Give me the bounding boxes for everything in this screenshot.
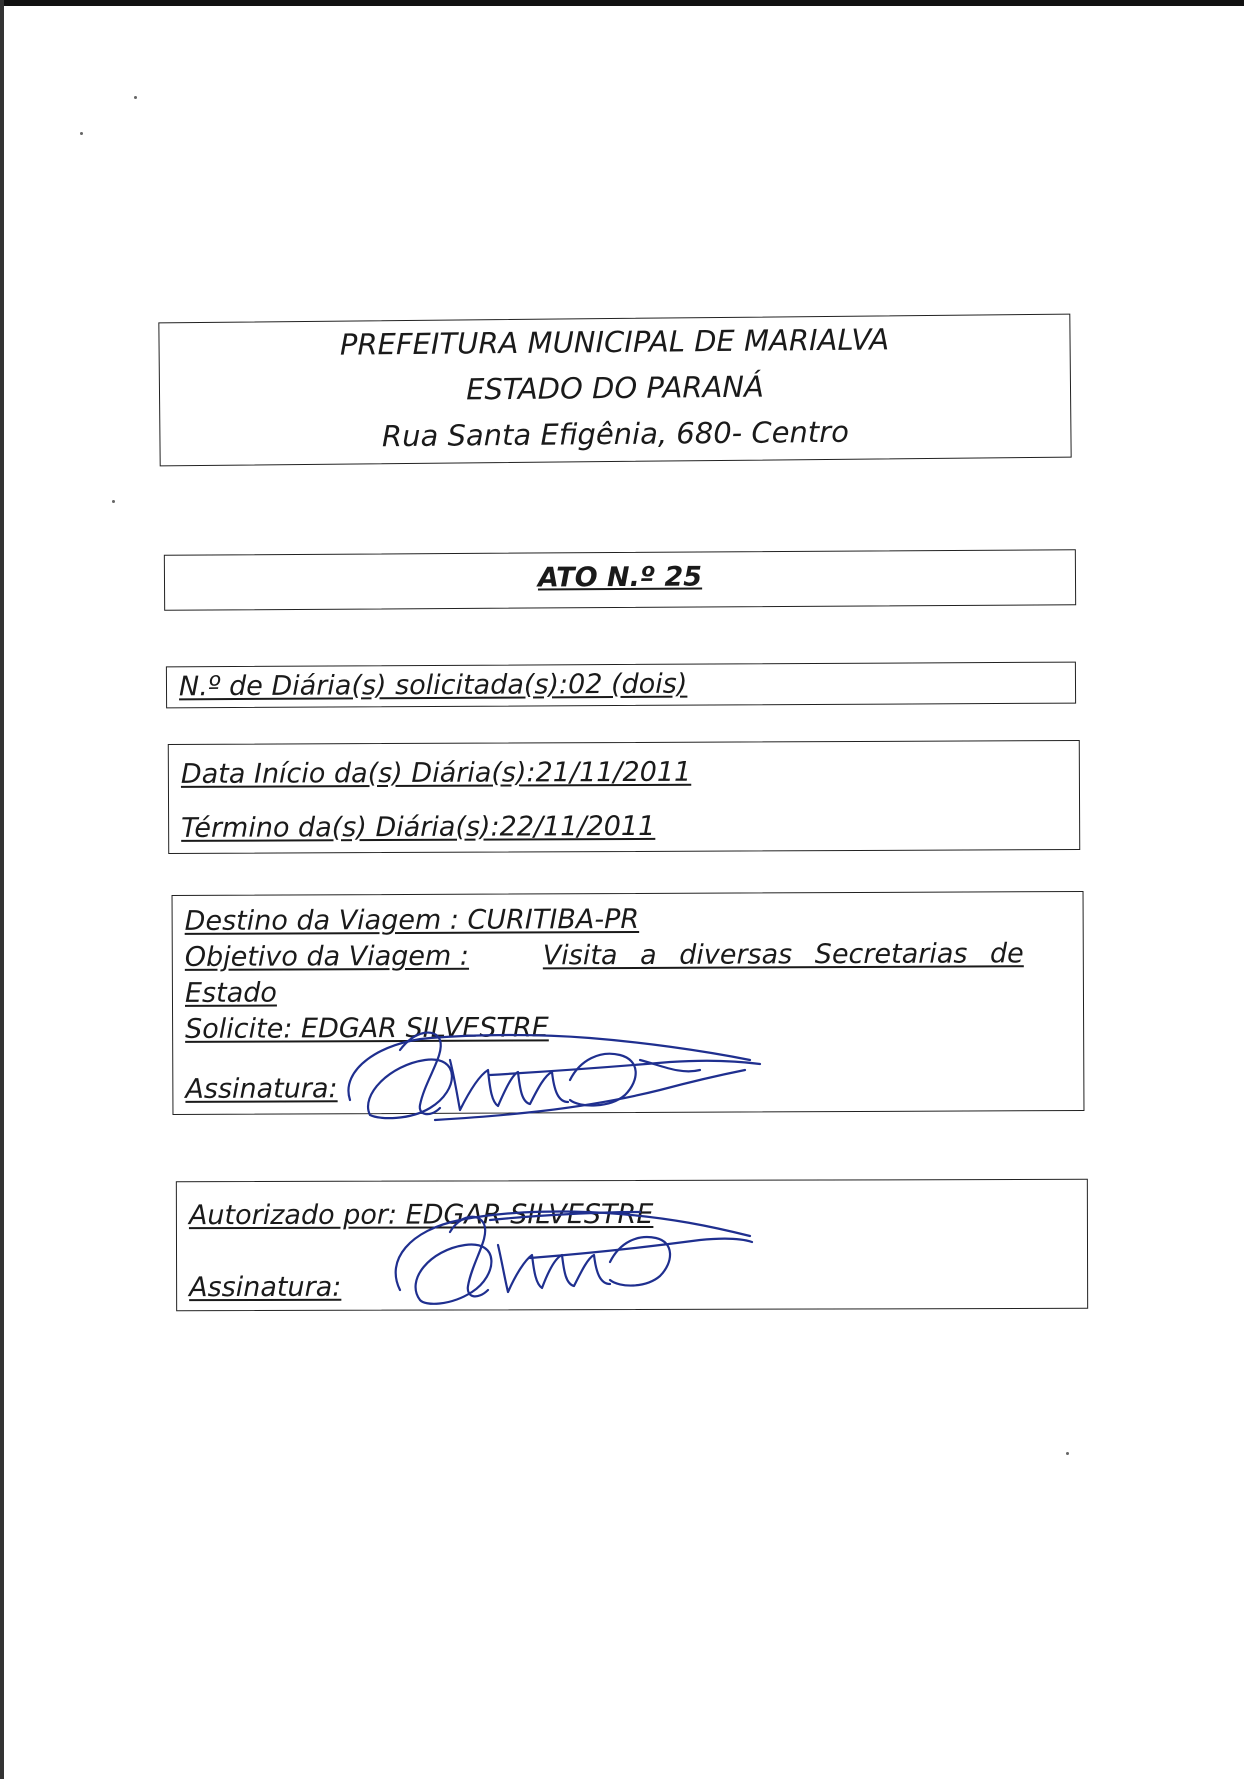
objective-label: Objetivo da Viagem : [184,940,470,973]
end-date: Término da(s) Diária(s):22/11/2011 [181,810,656,844]
scan-edge-top [0,0,1244,6]
act-title: ATO N.º 25 [537,561,703,594]
municipality-header-box [158,314,1071,467]
dates-box [168,740,1080,854]
objective-text-cont: Estado [184,977,277,1009]
requester-signature-label: Assinatura: [185,1073,338,1105]
municipality-name: PREFEITURA MUNICIPAL DE MARIALVA [339,322,890,362]
trip-details-box [172,891,1085,1115]
diarias-count: N.º de Diária(s) solicitada(s):02 (dois) [178,668,688,703]
destination: Destino da Viagem : CURITIBA-PR [184,903,640,937]
authorization-box [176,1179,1088,1311]
address: Rua Santa Efigênia, 680- Centro [381,414,850,454]
scan-edge-left [0,0,4,1779]
scan-speck [80,132,83,135]
authorizer-signature-label: Assinatura: [189,1271,342,1304]
diarias-count-box [166,662,1076,709]
authorized-by: Autorizado por: EDGAR SILVESTRE [188,1198,654,1232]
objective-text: Visita a diversas Secretarias de [542,938,1024,972]
scan-speck [134,96,137,99]
scan-speck [1066,1452,1069,1455]
requester: Solicite: EDGAR SILVESTRE [185,1012,549,1045]
act-title-box [164,549,1076,611]
start-date: Data Início da(s) Diária(s):21/11/2011 [180,756,692,790]
state-name: ESTADO DO PARANÁ [465,369,765,407]
scan-speck [112,500,115,503]
